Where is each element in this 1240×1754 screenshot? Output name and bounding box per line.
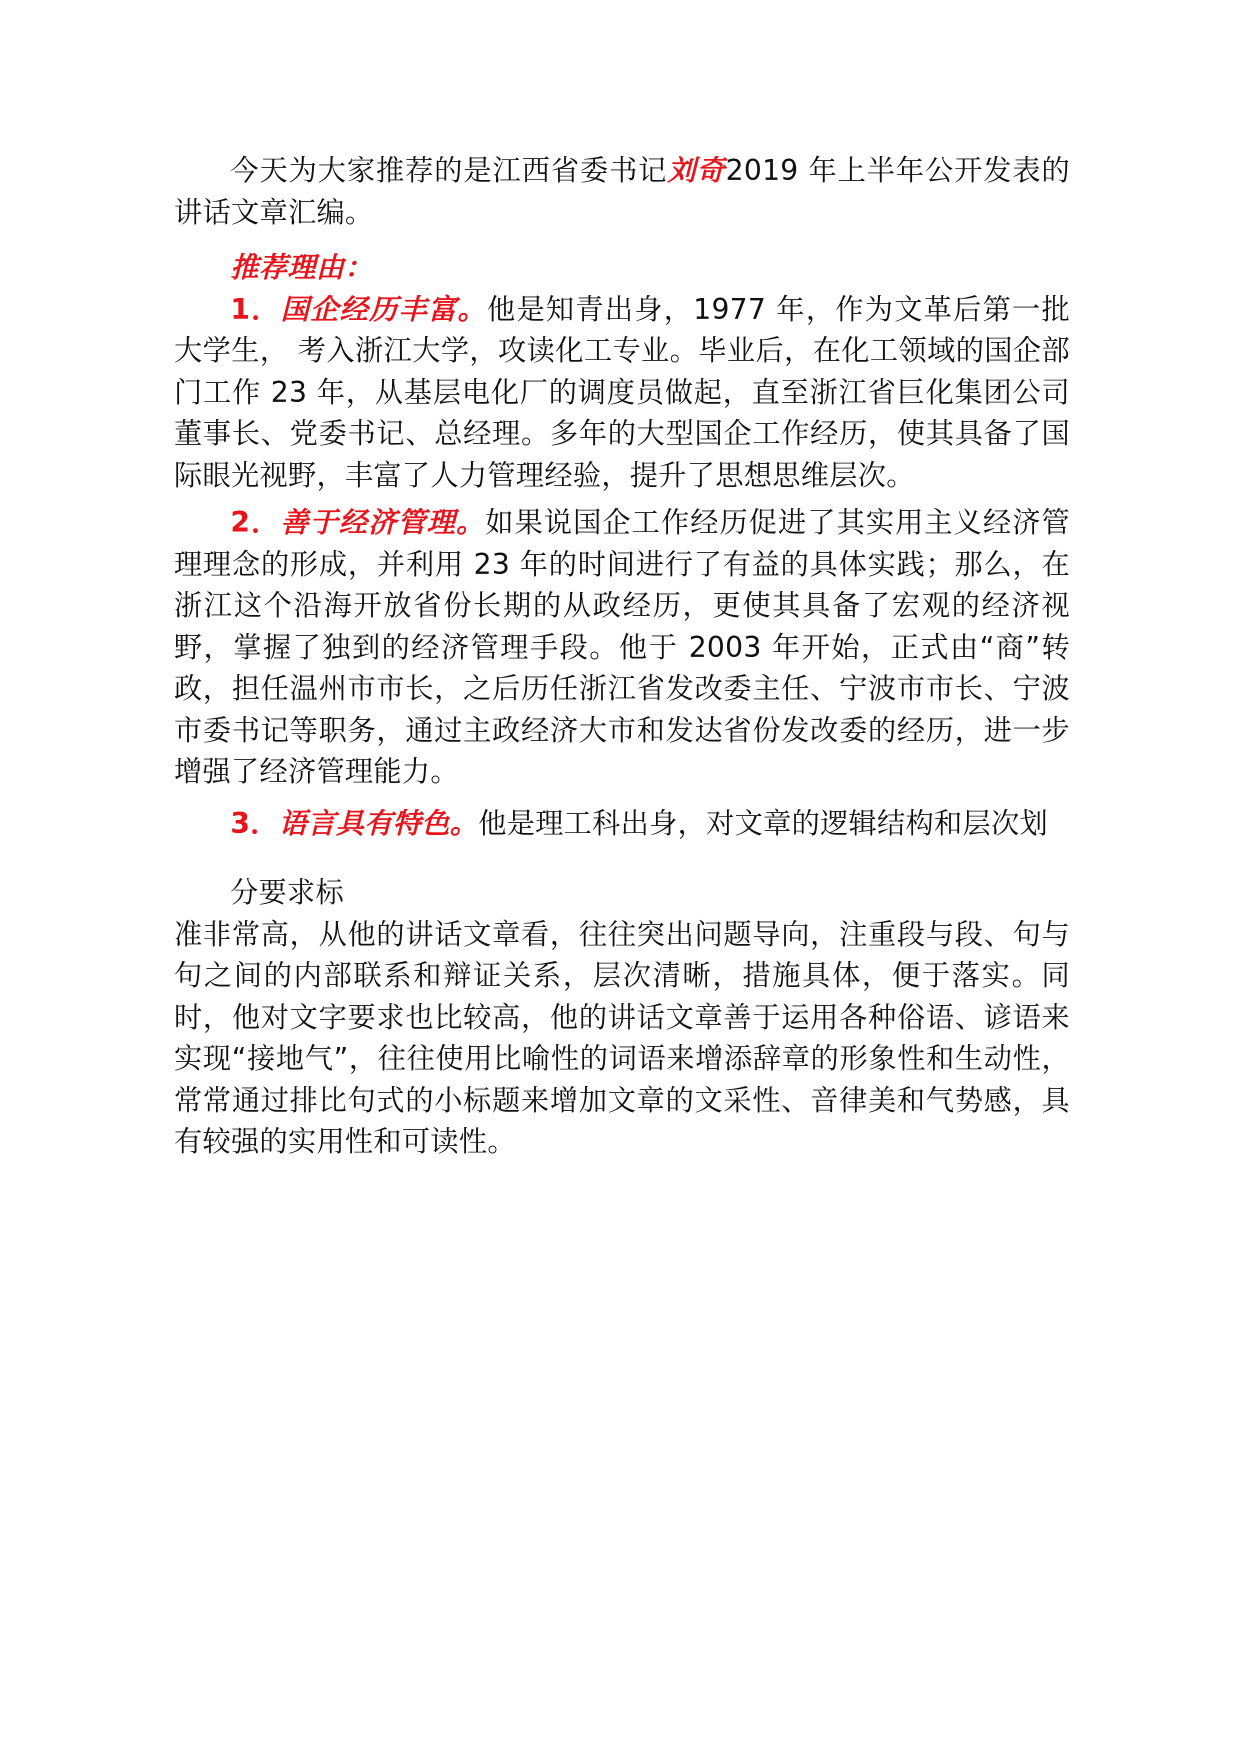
document-page bbox=[174, 150, 1070, 1163]
point-3-title: 语言具有特色。 bbox=[278, 806, 479, 840]
point-1-paragraph bbox=[174, 289, 1070, 497]
point-2-title: 善于经济管理。 bbox=[280, 506, 486, 539]
point-1-title: 国企经历丰富。 bbox=[280, 292, 487, 326]
intro-text-after: 2019 年上半年公开发表的讲话文章汇编。 bbox=[174, 154, 1070, 229]
point-1-number: 1． bbox=[230, 292, 281, 326]
highlighted-name: 刘奇 bbox=[667, 154, 726, 187]
reasons-heading-text: 推荐理由： bbox=[230, 251, 373, 284]
point-2-body: 如果说国企工作经历促进了其实用主义经济管理理念的形成，并利用 23 年的时间进行了有益的具体实践；那么，在浙江这个沿海开放省份长期的从政经历，更使其具备了宏观的经济视野，掌握了独到的经济管理手段。他于 2003 年开始，正式由“商”转政，担任温州市市长，之后历任浙江省发改委主任、宁波市市长、宁波市委书记等职务，通过主政经济大市和发达省份发改委的经历，进一步增强了经济管理能力。 bbox=[174, 506, 1070, 788]
point-1-body: 他是知青出身，1977 年，作为文革后第一批大学生， 考入浙江大学，攻读化工专业。毕业后，在化工领域的国企部门工作 23 年，从基层电化厂的调度员做起，直至浙江省巨化集团公司董事长、党委书记、总经理。多年的大型国企工作经历，使其具备了国际眼光视野，丰富了人力管理经验，提升了思想思维层次。 bbox=[174, 292, 1071, 492]
point-3-fragment: 分要求标 bbox=[230, 876, 344, 910]
reasons-heading bbox=[174, 247, 1070, 289]
intro-text-before: 今天为大家推荐的是江西省委书记 bbox=[230, 154, 668, 187]
point-3-number: 3． bbox=[230, 806, 279, 840]
point-2-paragraph bbox=[174, 502, 1070, 793]
point-3-body: 他是理工科出身，对文章的逻辑结构和层次划 bbox=[478, 806, 1048, 840]
point-2-number: 2． bbox=[230, 506, 281, 539]
point-3-continuation: 准非常高，从他的讲话文章看，往往突出问题导向，注重段与段、句与句之间的内部联系和辩证关系，层次清晰，措施具体，便于落实。同时，他对文字要求也比较高，他的讲话文章善于运用各种俗语、谚语来实现“接地气”，往往使用比喻性的词语来增添辞章的形象性和生动性，常常通过排比句式的小标题来增加文章的文采性、音律美和气势感，具有较强的实用性和可读性。 bbox=[174, 917, 1070, 1159]
intro-paragraph bbox=[174, 150, 1070, 233]
point-3-paragraph bbox=[174, 803, 1070, 845]
